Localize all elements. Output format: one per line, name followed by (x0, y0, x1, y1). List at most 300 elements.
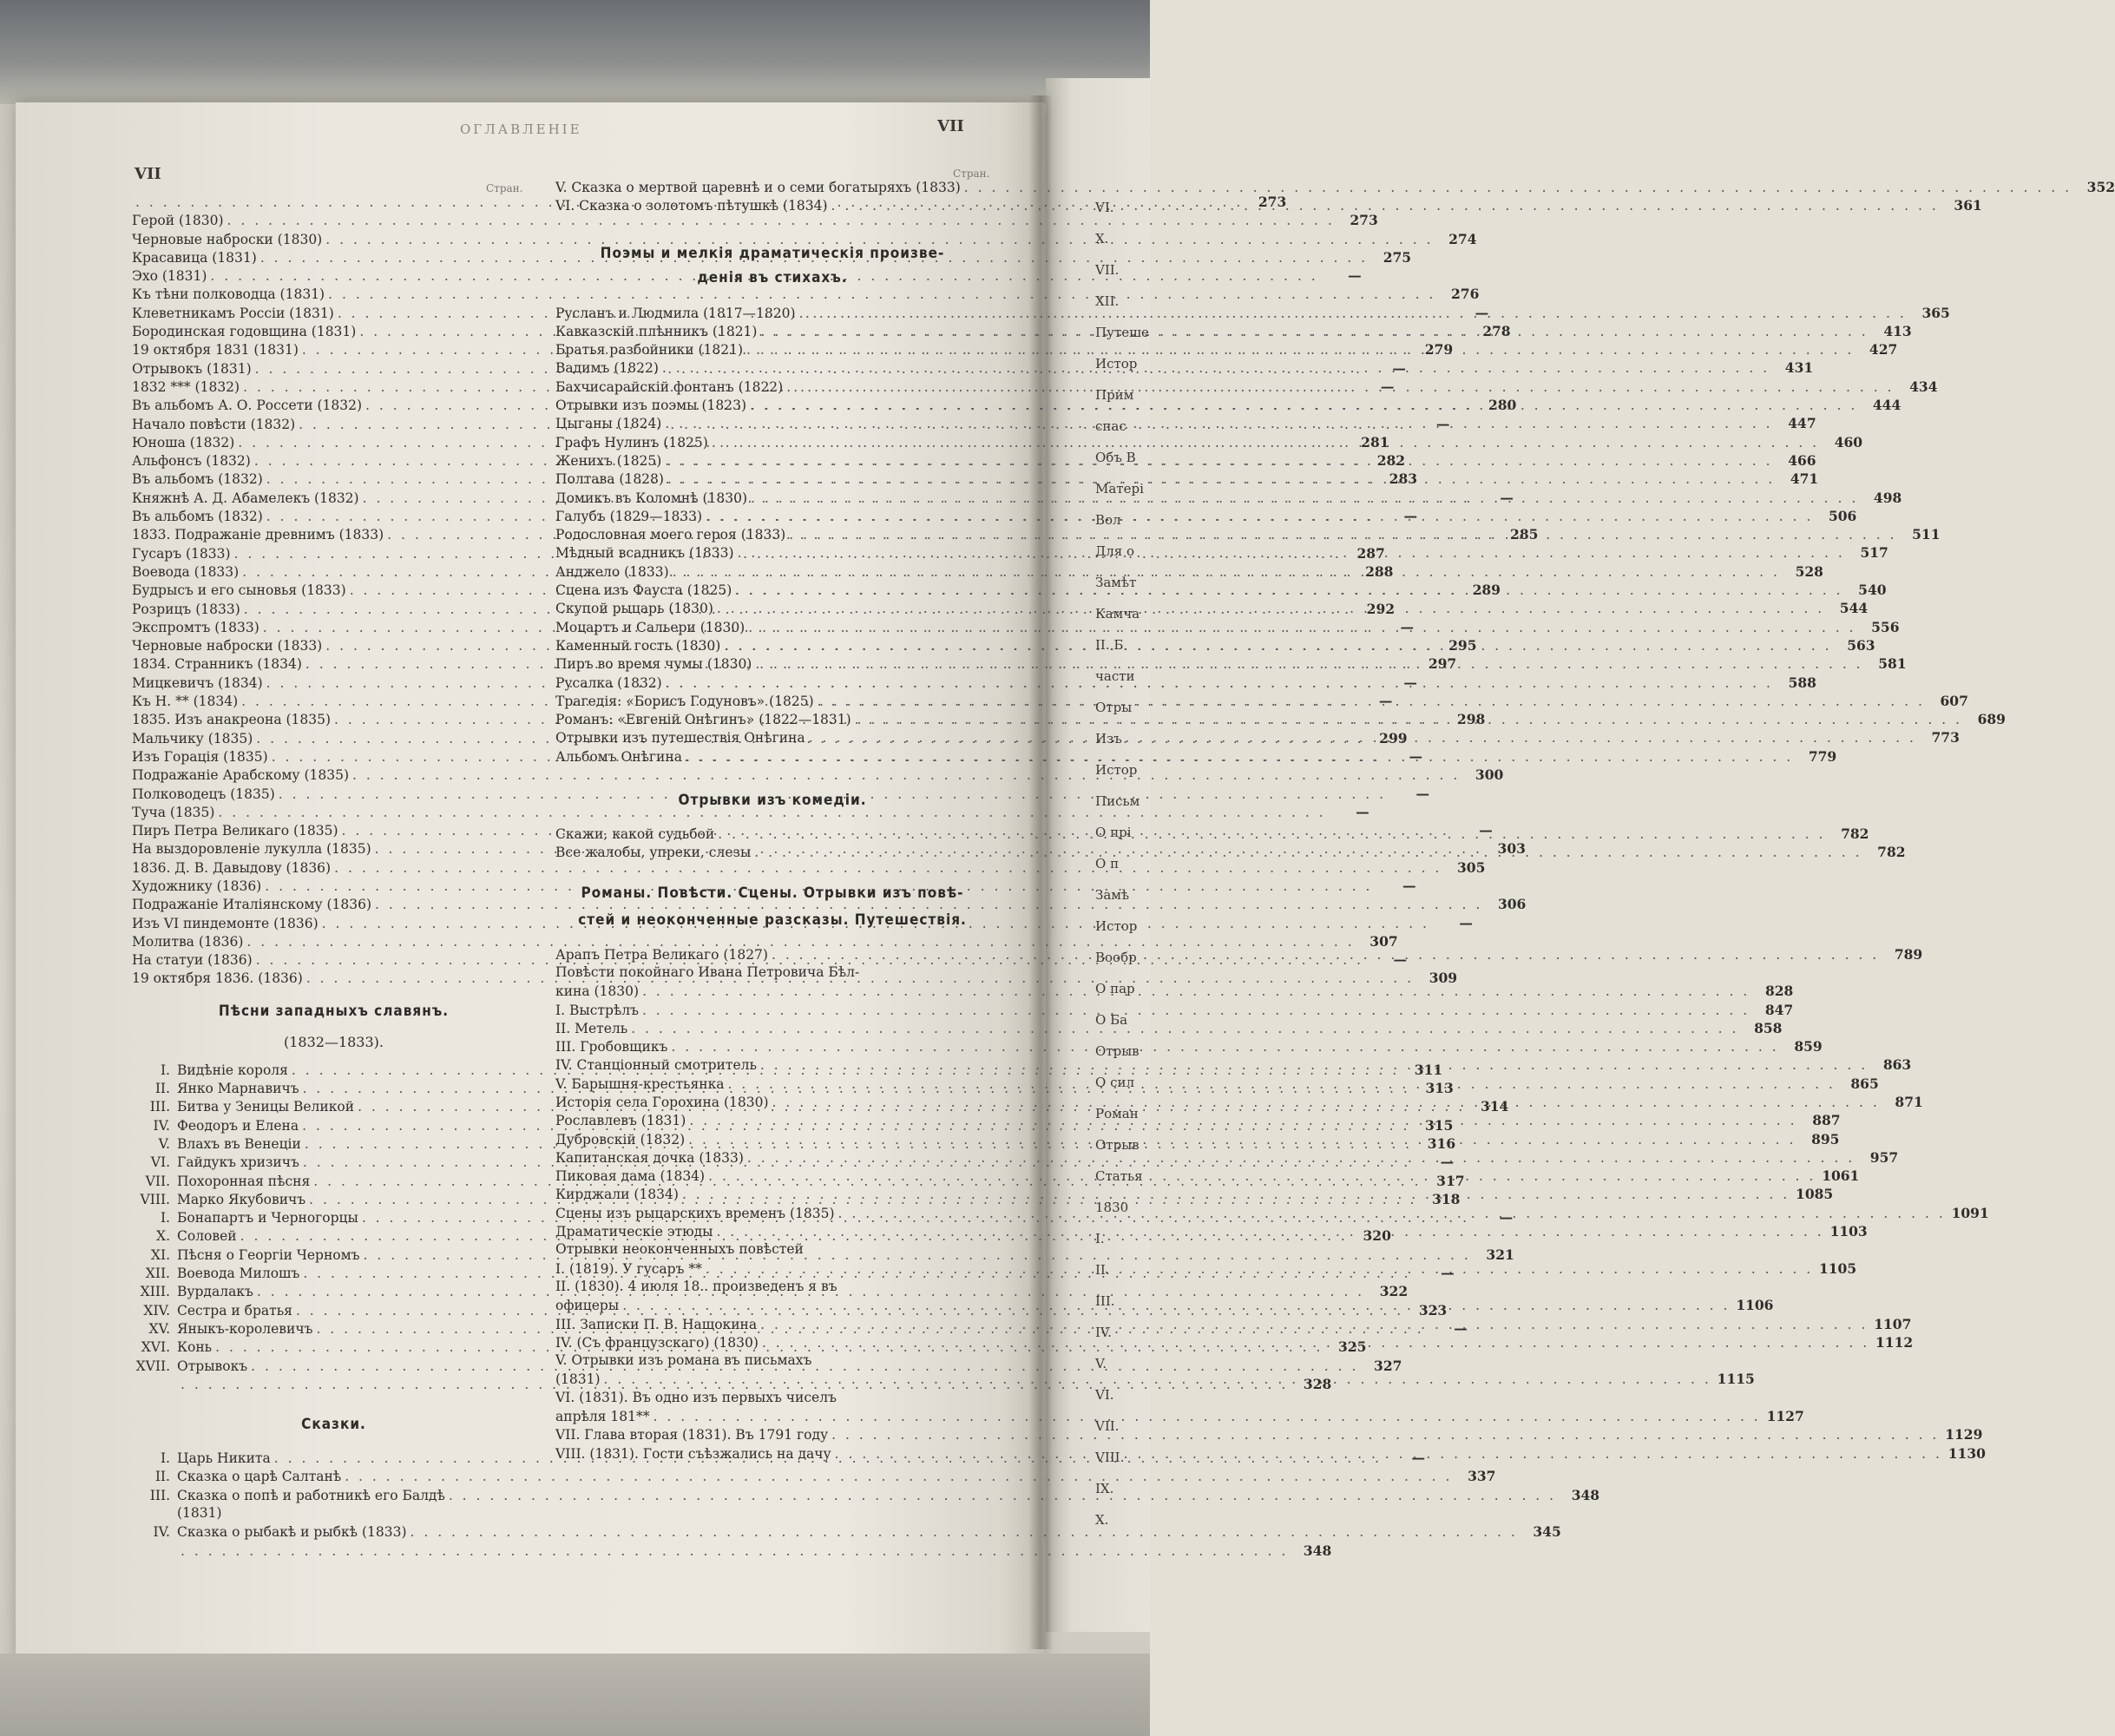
toc-entry-title: Феодоръ и Елена (177, 1117, 299, 1134)
facing-page-fragment: Отрыв (1095, 1137, 1140, 1153)
leader-dots (653, 1408, 1760, 1426)
toc-entry-title: Отрывки изъ путешествія Онѣгина (555, 730, 805, 746)
toc-entry-page: 313 (1425, 1080, 1454, 1097)
leader-dots (755, 655, 1862, 674)
section-heading-tales: Сказки. (301, 1416, 366, 1434)
page-column-label: Стран. (486, 182, 523, 194)
toc-entry-page: 307 (1369, 932, 1398, 950)
toc-entry-title: Въ альбомъ (1832) (132, 509, 263, 525)
facing-page-fragment: О Ба (1095, 1012, 1128, 1028)
toc-entry-number: II. (154, 1469, 170, 1485)
facing-page-fragment: Статья (1095, 1168, 1143, 1184)
toc-entry-title: Черновые наброски (1833) (132, 638, 323, 654)
toc-entry-page: 298 (1456, 711, 1486, 728)
leader-dots (747, 1149, 1855, 1167)
facing-page-fragment: Вол (1095, 512, 1121, 528)
toc-entry-title: Эхо (1831) (132, 268, 207, 285)
toc-entry (132, 230, 1477, 248)
toc-entry-number: XVI. (141, 1339, 170, 1356)
toc-entry-title: Отрывокъ (1831) (132, 360, 252, 377)
toc-entry-number: XVII. (135, 1358, 170, 1374)
facing-page-fragment: Вообр (1095, 950, 1137, 965)
toc-entry-page: — (1403, 674, 1417, 691)
toc-entry-page: 858 (1754, 1019, 1783, 1036)
toc-entry-page: 847 (1764, 1001, 1794, 1018)
leader-dots (716, 1223, 1823, 1241)
toc-entry-title: Повѣсти покойнаго Ивана Петровича Бѣл- (555, 963, 860, 980)
facing-page-fragment: Отрыв (1095, 1043, 1140, 1059)
facing-page-fragment: Замѣ (1095, 887, 1130, 903)
toc-entry-page: — (1459, 914, 1473, 931)
facing-page-fragment: части (1095, 668, 1135, 684)
leader-dots (789, 526, 1896, 544)
toc-entry-title: Анджело (1833) (555, 563, 669, 580)
toc-entry-page: — (1415, 785, 1430, 802)
page-number-right: VII (937, 117, 964, 135)
toc-entry-page: 274 (1448, 230, 1477, 247)
facing-page-fragment: IX. (1095, 1481, 1114, 1496)
toc-entry-page: 323 (1418, 1301, 1448, 1318)
toc-entry (132, 1522, 1561, 1541)
leader-dots (735, 582, 1842, 600)
toc-entry-page: 327 (1374, 1357, 1402, 1374)
toc-entry-title: Пиковая дама (1834) (555, 1168, 706, 1185)
toc-entry-title: Видѣніе короля (177, 1062, 288, 1078)
facing-page-fragment: О прі (1095, 825, 1132, 840)
toc-entry-page: 273 (1350, 212, 1378, 229)
toc-entry-page: 471 (1790, 470, 1819, 488)
toc-entry-title: V. Отрывки изъ романа въ письмахъ (555, 1352, 812, 1369)
toc-entry-number: XV. (148, 1320, 170, 1337)
leader-dots (760, 1056, 1868, 1075)
toc-entry-page: 303 (1497, 840, 1526, 858)
leader-dots (706, 1260, 1813, 1279)
toc-entry (555, 1351, 989, 1370)
toc-entry-page: 427 (1869, 341, 1898, 358)
toc-entry-page: — (1402, 877, 1416, 894)
toc-entry-page: 352 (2086, 179, 2115, 195)
dark-background-top (0, 0, 1150, 104)
toc-entry-page: 556 (1871, 618, 1900, 635)
facing-page-fragment: XII. (1095, 293, 1120, 309)
leader-dots (665, 415, 1772, 433)
toc-entry-title: Красавица (1831) (132, 249, 257, 266)
toc-entry-number: VII. (145, 1173, 170, 1189)
toc-entry-page: 279 (1424, 341, 1454, 358)
toc-entry-title: Розрицъ (1833) (132, 601, 240, 617)
toc-entry-page: — (1392, 359, 1406, 377)
facing-page-fragment: I. (1095, 1231, 1105, 1246)
toc-entry-page: 1130 (1948, 1444, 1986, 1462)
toc-entry-title: Янко Марнавичъ (177, 1081, 299, 1097)
toc-entry-title: Графъ Нулинъ (1825) (555, 434, 708, 450)
leader-dots (738, 544, 1845, 562)
leader-dots (622, 1297, 1730, 1315)
facing-page-fragment: VI. (1095, 1387, 1114, 1403)
toc-entry-page: 859 (1794, 1038, 1823, 1055)
facing-page-fragment: VIII. (1095, 1450, 1125, 1465)
toc-entry-title: Сцены изъ рыцарскихъ временъ (1835) (555, 1205, 835, 1221)
toc-entry-page: 511 (1912, 526, 1941, 543)
section-heading-comedy: Отрывки изъ комедіи. (678, 792, 867, 810)
facing-page-fragment: VI. (1095, 200, 1114, 215)
toc-entry-page: 275 (1383, 248, 1412, 266)
toc-entry-page: 300 (1475, 766, 1504, 784)
toc-entry-page: 444 (1872, 397, 1902, 414)
toc-entry (555, 1001, 1794, 1019)
toc-entry-page: 305 (1457, 858, 1486, 876)
toc-entry-page: 317 (1436, 1172, 1465, 1189)
toc-entry-page: 328 (1303, 1375, 1332, 1392)
section-heading-prose-1: Романы. Повѣсти. Сцены. Отрывки изъ повѣ- (581, 884, 964, 902)
toc-entry-title: Молитва (1836) (132, 933, 244, 950)
facing-page-fragment: V. (1095, 1356, 1107, 1371)
toc-entry (132, 1504, 535, 1522)
toc-entry (555, 963, 989, 982)
toc-entry (555, 618, 1900, 636)
toc-entry-title: Гусаръ (1833) (132, 545, 231, 562)
leader-dots (449, 1487, 1556, 1505)
toc-entry-page: 413 (1883, 322, 1912, 339)
toc-entry-page: 306 (1497, 896, 1527, 913)
toc-entry-title: Полководецъ (1835) (132, 786, 275, 802)
leader-dots (667, 470, 1775, 489)
leader-dots (831, 197, 1939, 215)
toc-entry-title: III. Гробовщикъ (555, 1039, 668, 1055)
toc-entry-page: 434 (1909, 378, 1938, 395)
facing-page-fragment: О сил (1095, 1075, 1134, 1090)
toc-entry (555, 489, 1902, 507)
toc-entry-page: 348 (1303, 1542, 1332, 1559)
toc-entry-page: — (1454, 1319, 1468, 1337)
facing-page-fragment: Объ В (1095, 450, 1136, 465)
toc-entry-title: VII. Глава вторая (1831). Въ 1791 году (555, 1427, 829, 1443)
toc-entry-title: Бонапартъ и Черногорцы (177, 1210, 358, 1226)
toc-entry-page: 506 (1828, 507, 1857, 524)
toc-entry-title: (1831) (177, 1505, 222, 1521)
toc-entry-number: IV. (153, 1524, 170, 1541)
toc-entry-page: 447 (1788, 415, 1816, 432)
toc-entry-page: 1115 (1717, 1371, 1755, 1388)
toc-entry-title: Мѣдный всадникъ (1833) (555, 545, 734, 562)
facing-page-fragment: X. (1095, 1512, 1109, 1528)
facing-page-fragment: III. (1095, 1293, 1115, 1309)
toc-entry-title: Юноша (1832) (132, 434, 235, 450)
toc-entry-title: Капитанская дочка (1833) (555, 1149, 744, 1166)
toc-entry-title: Къ Н. ** (1834) (132, 694, 239, 710)
toc-entry-page: 863 (1882, 1056, 1912, 1074)
toc-entry (132, 1542, 1332, 1560)
toc-entry-page: 498 (1873, 489, 1902, 506)
toc-entry-title: Гайдукъ хризичъ (177, 1154, 299, 1171)
toc-entry-title: Царь Никита (177, 1450, 271, 1467)
toc-entry-page: 321 (1486, 1246, 1514, 1263)
toc-entry-title: VI. Сказка о золотомъ пѣтушкѣ (1834) (555, 198, 828, 214)
toc-entry-page: 828 (1764, 983, 1794, 1000)
leader-dots (746, 341, 1854, 359)
toc-entry-title: На статуи (1836) (132, 952, 253, 969)
toc-entry-title: I. Выстрѣлъ (555, 1002, 639, 1018)
toc-entry (555, 1407, 1804, 1425)
toc-entry-page: — (1440, 1154, 1455, 1171)
facing-page-fragment: О п (1095, 856, 1120, 871)
toc-entry-title: Конь (177, 1339, 213, 1356)
facing-page-fragment: Отры (1095, 700, 1133, 715)
toc-entry-page: 1061 (1822, 1167, 1860, 1185)
toc-entry-page: 887 (1812, 1112, 1841, 1129)
toc-entry (132, 803, 1369, 821)
facing-page-fragment: IV. (1095, 1325, 1112, 1340)
toc-entry-title: Начало повѣсти (1832) (132, 416, 296, 432)
toc-entry-title: 1836. Д. В. Давыдову (1836) (132, 859, 332, 876)
toc-entry-number: XIII. (140, 1284, 170, 1300)
leader-dots (712, 434, 1819, 452)
toc-entry-title: Галубъ (1829—1833) (555, 508, 703, 524)
toc-entry-title: Трагедія: «Борисъ Годуновъ» (1825) (555, 693, 814, 709)
toc-entry-title: II. (1830). 4 июля 18.. произведенъ я въ (555, 1278, 837, 1294)
toc-entry-title: Кирджали (1834) (555, 1187, 679, 1203)
toc-entry-number: III. (149, 1099, 170, 1115)
leader-dots (760, 1316, 1868, 1334)
facing-page-fragment: Матері (1095, 481, 1144, 496)
toc-entry-page: — (1479, 822, 1493, 839)
toc-entry-title: Отрывки изъ поэмы (1823) (555, 398, 746, 414)
toc-entry-page: — (1441, 1265, 1455, 1282)
toc-entry-page: 276 (1451, 286, 1480, 303)
toc-entry-page: 273 (1258, 194, 1287, 210)
toc-entry-title: Экспромтъ (1833) (132, 619, 259, 635)
toc-entry-page: 278 (1482, 323, 1511, 340)
leader-dots (855, 711, 1962, 729)
toc-entry (555, 1425, 1983, 1443)
toc-entry-title: Женихъ (1825) (555, 452, 662, 469)
leader-dots (631, 1020, 1738, 1038)
toc-entry-title: III. Записки П. В. Нащокина (555, 1316, 758, 1332)
leader-dots (662, 359, 1770, 378)
leader-dots (831, 1426, 1939, 1444)
toc-entry-title: Мальчику (1835) (132, 730, 253, 746)
toc-entry-title: Альфонсъ (1832) (132, 453, 251, 470)
toc-entry-page: 289 (1472, 582, 1501, 599)
facing-page-fragment: спас (1095, 418, 1126, 434)
leader-dots (686, 748, 1793, 766)
toc-entry-page: 563 (1847, 636, 1875, 654)
toc-entry-page: 782 (1841, 825, 1869, 843)
leader-dots (642, 983, 1750, 1001)
leader-dots (689, 1112, 1796, 1130)
facing-page-fragment: Замѣт (1095, 575, 1137, 590)
toc-entry-title: Влахъ въ Венеціи (177, 1135, 301, 1152)
leader-dots (748, 619, 1856, 637)
page-column-label-right: Стран. (953, 168, 990, 180)
facing-page-fragment: Изъ (1095, 731, 1122, 746)
toc-entry-title: Мицкевичъ (1834) (132, 674, 263, 691)
toc-entry-page: 1103 (1829, 1223, 1868, 1240)
toc-entry-page: 314 (1480, 1098, 1509, 1115)
toc-entry-title: Марко Якубовичъ (177, 1191, 306, 1207)
toc-entry-title: Художнику (1836) (132, 878, 262, 894)
toc-entry-title: II. Метель (555, 1020, 628, 1036)
toc-entry (555, 1278, 989, 1296)
toc-entry-page: 1091 (1951, 1204, 1989, 1221)
toc-entry-title: Дубровскій (1832) (555, 1131, 686, 1147)
toc-entry-title: Домикъ въ Коломнѣ (1830) (555, 490, 748, 506)
leader-dots (706, 508, 1813, 526)
leader-dots (760, 323, 1868, 341)
toc-entry-title: Изъ VI пиндемонте (1836) (132, 915, 319, 931)
toc-entry-page: 285 (1510, 526, 1539, 543)
toc-entry-page: 288 (1365, 562, 1394, 580)
toc-entry-page: 365 (1921, 304, 1950, 321)
toc-entry-page: 311 (1414, 1061, 1443, 1078)
toc-entry-title: Клеветникамъ Россіи (1831) (132, 305, 334, 321)
toc-entry-title: Русланъ и Людмила (1817—1820) (555, 305, 796, 321)
toc-entry-page: 295 (1448, 637, 1477, 654)
toc-entry-title: На выздоровленіе лукулла (1835) (132, 841, 371, 858)
toc-entry-page: 280 (1488, 397, 1517, 414)
toc-entry-page: 865 (1850, 1075, 1879, 1092)
leader-dots (772, 946, 1879, 964)
toc-entry-title: Скажи, какой судьбой (555, 826, 715, 843)
toc-entry-title: Туча (1835) (132, 804, 215, 820)
toc-entry-title: Пѣсня о Георгіи Черномъ (177, 1246, 360, 1263)
toc-entry-page: 1105 (1818, 1259, 1857, 1277)
toc-entry-page: 431 (1784, 359, 1814, 377)
toc-entry-title: Скупой рыцарь (1830) (555, 601, 713, 617)
toc-entry-page: 517 (1860, 544, 1888, 562)
toc-entry-title: апрѣля 181** (555, 1409, 650, 1425)
leader-dots (666, 674, 1773, 693)
toc-entry-title: Вадимъ (1822) (555, 360, 659, 377)
leader-dots (345, 1468, 1452, 1486)
leader-dots (671, 1038, 1778, 1056)
toc-entry-title: Похоронная пѣсня (177, 1173, 311, 1189)
toc-entry-page: — (1348, 267, 1362, 285)
facing-page-fragment: X. (1095, 231, 1109, 247)
toc-entry-page: 689 (1977, 711, 2006, 728)
toc-entry-title: Рославлевъ (1831) (555, 1113, 686, 1129)
facing-page-fragment: О пар (1095, 981, 1135, 996)
toc-entry-page: — (1500, 489, 1514, 506)
toc-entry-title: Въ альбомъ (1832) (132, 471, 263, 488)
facing-page-fragment: Истор (1095, 918, 1138, 934)
toc-entry-number: VI. (150, 1154, 170, 1171)
toc-entry-title: 1833. Подражаніе древнимъ (1833) (132, 527, 384, 543)
toc-entry-title: IV. (Съ французскаго) (1830) (555, 1334, 759, 1351)
toc-entry-page: 318 (1432, 1190, 1461, 1207)
toc-entry-page: — (1475, 304, 1489, 321)
toc-entry-number: I. (160, 1450, 170, 1467)
leader-dots (411, 1523, 1518, 1542)
toc-entry-number: II. (154, 1081, 170, 1097)
leader-dots (604, 1371, 1711, 1389)
toc-entry-title: Подражаніе Арабскому (1835) (132, 767, 350, 784)
toc-entry-page: 540 (1858, 582, 1887, 599)
toc-entry-page: 316 (1427, 1134, 1456, 1152)
toc-entry-title: Яныкъ-королевичъ (177, 1320, 313, 1337)
toc-entry-page: 1106 (1736, 1297, 1774, 1314)
toc-entry-page: 607 (1940, 692, 1968, 709)
toc-entry-title: IV. Станціонный смотритель (555, 1057, 757, 1074)
leader-dots (809, 729, 1916, 747)
toc-entry-title: Отрывокъ (177, 1358, 248, 1374)
toc-entry-title: Соловей (177, 1228, 237, 1245)
toc-entry-title: Къ тѣни полководца (1831) (132, 286, 325, 303)
toc-entry-title: Драматическіе этюды (555, 1224, 713, 1240)
toc-entry-page: 1129 (1945, 1426, 1983, 1443)
facing-page-fragment: Истор (1095, 356, 1138, 372)
toc-entry-page: — (1499, 1209, 1514, 1226)
toc-entry-page: — (1435, 415, 1450, 432)
toc-entry-title: Моцартъ и Сальери (1830) (555, 619, 746, 635)
toc-entry-page: 1085 (1796, 1186, 1834, 1203)
leader-dots (673, 563, 1780, 582)
toc-entry-number: V. (158, 1135, 170, 1152)
toc-entry-number: I. (160, 1210, 170, 1226)
toc-entry-title: Братья разбойники (1821) (555, 342, 744, 358)
toc-entry (555, 1389, 989, 1407)
toc-entry-page: 281 (1361, 433, 1389, 450)
toc-entry-title: Вурдалакъ (177, 1284, 253, 1300)
toc-entry-page: 871 (1895, 1093, 1923, 1110)
toc-entry-title: (1831) (555, 1371, 601, 1388)
toc-entry-title: Сестра и братья (177, 1302, 292, 1318)
leader-dots (642, 1002, 1750, 1020)
leader-dots (818, 693, 1925, 711)
leader-dots (754, 844, 1862, 862)
toc-entry-title: V. Сказка о мертвой царевнѣ и о семи богатыряхъ (1833) (555, 180, 961, 195)
toc-entry (132, 211, 1378, 229)
toc-entry-title: Сказка о попѣ и работникѣ его Балдѣ (177, 1487, 445, 1503)
toc-entry-page: 466 (1788, 451, 1816, 469)
toc-entry-title: Полтава (1828) (555, 471, 664, 488)
toc-entry-page: — (1403, 508, 1418, 525)
toc-entry (555, 178, 2115, 196)
toc-entry-page: 957 (1869, 1148, 1899, 1166)
toc-entry-number: VIII. (140, 1191, 170, 1207)
toc-entry-title: Княжнѣ А. Д. Абамелекъ (1832) (132, 490, 359, 506)
toc-entry-title: Герой (1830) (132, 213, 224, 229)
toc-entry-title: Бахчисарайскій фонтанъ (1822) (555, 378, 784, 395)
toc-entry (555, 1444, 1986, 1463)
section-heading-prose-2: стей и неоконченные разсказы. Путешествія. (578, 911, 967, 929)
toc-entry-title: Воевода Милошъ (177, 1266, 300, 1282)
toc-entry-title: VI. (1831). Въ одно изъ первыхъ чиселъ (555, 1389, 837, 1405)
toc-entry-page: — (1411, 1450, 1425, 1467)
leader-dots (835, 1445, 1942, 1463)
toc-entry-title: Сказка о царѣ Салтанѣ (177, 1469, 342, 1485)
toc-entry-page: — (1400, 618, 1415, 635)
toc-entry-page: 283 (1389, 470, 1418, 488)
leader-dots (718, 825, 1825, 844)
toc-entry-page: — (1378, 693, 1393, 710)
toc-entry-title: Отрывки неоконченныхъ повѣстей (555, 1241, 804, 1258)
toc-entry-page: — (1380, 378, 1395, 395)
page-bottom-edge (0, 1654, 1150, 1736)
toc-entry-page: 1112 (1875, 1333, 1914, 1351)
toc-entry-page: 325 (1338, 1338, 1367, 1356)
leader-dots (786, 378, 1894, 397)
leader-dots (682, 1186, 1790, 1204)
toc-entry-title: Все жалобы, упреки, слезы (555, 845, 752, 861)
running-head: ОГЛАВЛЕНІЕ (460, 122, 582, 137)
toc-entry-page: 528 (1795, 562, 1823, 580)
leader-dots (762, 1334, 1869, 1352)
toc-entry (132, 1467, 1496, 1485)
leader-dots (181, 1542, 1288, 1561)
toc-entry-page: 348 (1571, 1486, 1600, 1503)
toc-entry-page: 299 (1379, 729, 1408, 746)
